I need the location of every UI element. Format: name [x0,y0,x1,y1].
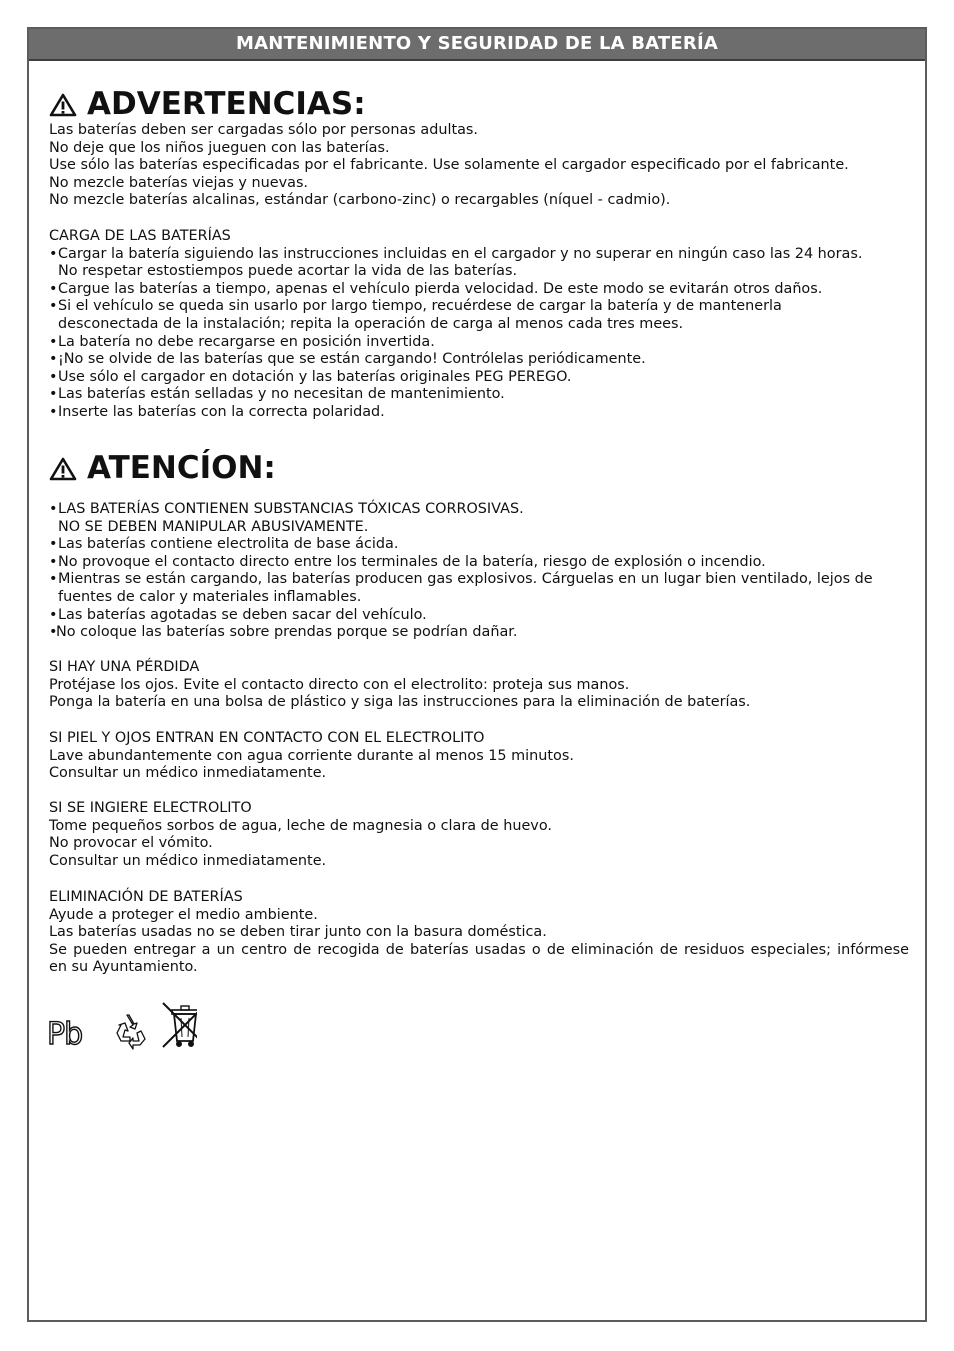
atencion-item-line: • LAS BATERÍAS CONTIENEN SUBSTANCIAS TÓXICAS CORROSIVAS. [58,501,524,517]
atencion-section [49,501,909,642]
eliminacion-line: Se pueden entregar a un centro de recogida de baterías usadas o de eliminación de residuos especiales; infórmese [49,941,909,958]
eliminacion-title: ELIMINACIÓN DE BATERÍAS [49,889,243,905]
eliminacion-line: en su Ayuntamiento. [49,959,198,976]
eliminacion-line: Las baterías usadas no se deben tirar junto con la basura doméstica. [49,924,547,941]
ingiere-title: SI SE INGIERE ELECTROLITO [49,800,252,816]
warning-icon [49,457,77,481]
piel-line: Lave abundantemente con agua corriente durante al menos 15 minutos. [49,747,574,764]
eliminacion-section [49,889,909,977]
atencion-item [49,554,909,572]
ingiere-line: Tome pequeños sorbos de agua, leche de magnesia o clara de huevo. [49,817,552,834]
page-header: MANTENIMIENTO Y SEGURIDAD DE LA BATERÍA [29,29,925,61]
atencion-title: ATENCÍON: [87,450,276,486]
carga-section [49,228,909,422]
atencion-item-line: • No coloque las baterías sobre prendas porque se podrían dañar. [56,624,518,641]
ingiere-line: Consultar un médico inmediatamente. [49,852,327,869]
ingiere-section [49,800,909,870]
piel-line: Consultar un médico inmediatamente. [49,765,327,782]
atencion-item [49,624,909,642]
atencion-item [49,501,909,536]
carga-item-line: No respetar estostiempos puede acortar la vida de las baterías. [58,263,518,280]
crossed-bin-icon [163,1003,197,1047]
carga-item [49,334,909,352]
carga-item-line: • Si el vehículo se queda sin usarlo por largo tiempo, recuérdese de cargar la batería y de mantenerla [58,298,782,315]
atencion-item-line: NO SE DEBEN MANIPULAR ABUSIVAMENTE. [58,518,369,535]
advertencias-title: ADVERTENCIAS: [87,86,366,122]
perdida-title: SI HAY UNA PÉRDIDA [49,659,200,675]
atencion-item [49,607,909,625]
carga-item [49,246,909,281]
piel-section [49,730,909,783]
carga-item [49,369,909,387]
carga-item-line: • Inserte las baterías con la correcta polaridad. [58,403,385,420]
atencion-item-line: • Las baterías agotadas se deben sacar del vehículo. [58,606,427,623]
atencion-heading [49,450,276,486]
carga-item [49,404,909,422]
carga-item-line: • ¡No se olvide de las baterías que se están cargando! Contrólelas periódicamente. [58,351,646,368]
advertencias-line: Las baterías deben ser cargadas sólo por personas adultas. [49,122,478,138]
page-frame [27,27,927,1322]
perdida-section [49,659,909,712]
atencion-item [49,571,909,606]
advertencias-text [49,122,909,210]
advertencias-line: No deje que los niños jueguen con las baterías. [49,139,390,156]
carga-item-line: • Cargar la batería siguiendo las instrucciones incluidas en el cargador y no superar en ningún caso las 24 horas. [58,245,863,262]
carga-item-line: • Use sólo el cargador en dotación y las baterías originales PEG PEREGO. [58,368,572,385]
atencion-item [49,536,909,554]
carga-item [49,386,909,404]
carga-item [49,281,909,299]
eliminacion-line: Ayude a proteger el medio ambiente. [49,906,318,923]
carga-item-line: • Cargue las baterías a tiempo, apenas el vehículo pierda velocidad. De este modo se evitarán otros daños. [58,280,823,297]
advertencias-heading [49,86,366,122]
carga-item [49,351,909,369]
carga-title: CARGA DE LAS BATERÍAS [49,228,231,244]
recycle-icon [117,1015,145,1049]
atencion-item-line: • Mientras se están cargando, las baterías producen gas explosivos. Cárguelas en un lugar bien ventilado, lejos de [58,571,873,588]
advertencias-line: No mezcle baterías alcalinas, estándar (carbono-zinc) o recargables (níquel - cadmio). [49,192,671,209]
carga-item-line: • La batería no debe recargarse en posición invertida. [58,333,435,350]
atencion-item-line: fuentes de calor y materiales inflamables. [58,588,362,605]
atencion-item-line: • No provoque el contacto directo entre los terminales de la batería, riesgo de explosión o incendio. [58,553,766,570]
piel-title: SI PIEL Y OJOS ENTRAN EN CONTACTO CON EL ELECTROLITO [49,730,485,746]
carga-item-line: desconectada de la instalación; repita la operación de carga al menos cada tres mees. [58,315,684,332]
perdida-line: Ponga la batería en una bolsa de plástico y siga las instrucciones para la eliminación de baterías. [49,694,751,711]
advertencias-line: Use sólo las baterías especificadas por el fabricante. Use solamente el cargador especificado por el fabricante. [49,157,849,174]
atencion-item-line: • Las baterías contiene electrolita de base ácida. [58,536,399,553]
ingiere-line: No provocar el vómito. [49,835,213,852]
disposal-symbols [47,1001,197,1053]
symbols-graphic [47,1001,197,1053]
perdida-line: Protéjase los ojos. Evite el contacto directo con el electrolito: proteja sus manos. [49,676,630,693]
advertencias-line: No mezcle baterías viejas y nuevas. [49,174,309,191]
carga-item-line: • Las baterías están selladas y no necesitan de mantenimiento. [58,386,505,403]
warning-icon [49,93,77,117]
carga-item [49,298,909,333]
lead-symbol: Pb [47,1017,83,1052]
